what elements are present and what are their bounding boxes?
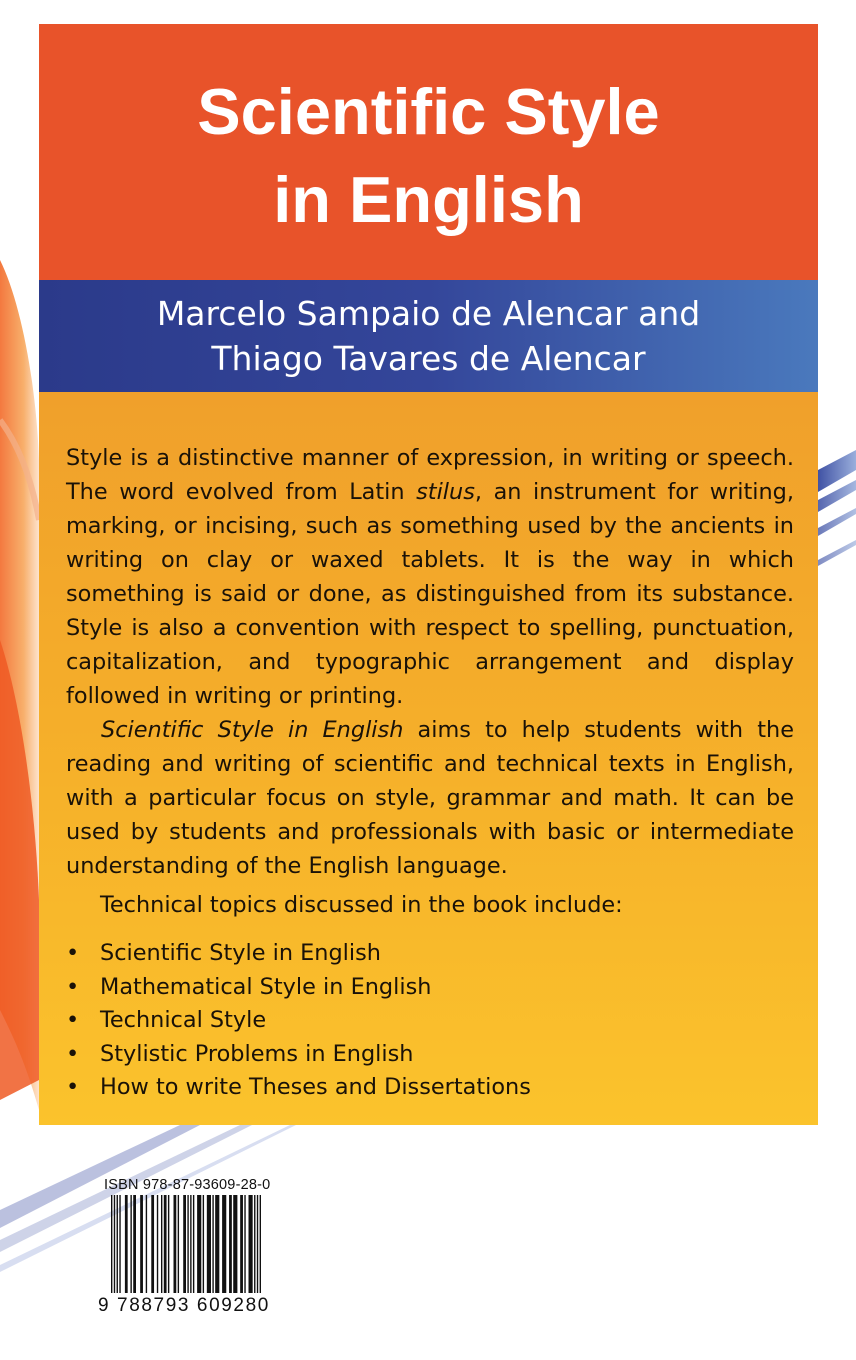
barcode-bar	[130, 1195, 131, 1293]
text-run: , an instrument for writing, marking, or incising, such as something used by the ancients in writing on clay or waxed tablets. It is the way in which something is said or done, as distinguished from its substance. Style is also a convention with respect to spelling, punctuation, capitalization, and typographic arrangement and display followed in writing or printing.	[66, 479, 794, 709]
barcode-bar	[249, 1195, 253, 1293]
topic-item	[66, 1038, 531, 1072]
topic-item	[66, 971, 531, 1005]
barcode-digits: 9 788793 609280	[98, 1295, 270, 1316]
barcode-bar	[229, 1195, 232, 1293]
bullet-icon: •	[66, 940, 80, 966]
description-paragraph	[66, 441, 794, 713]
topic-item	[66, 1004, 531, 1038]
topic-label: Scientific Style in English	[100, 940, 381, 966]
barcode-bar	[215, 1195, 219, 1293]
barcode-bar	[212, 1195, 213, 1293]
topic-item	[66, 1071, 531, 1105]
barcode-bar	[257, 1195, 258, 1293]
barcode-bar	[125, 1195, 128, 1293]
topic-label: Mathematical Style in English	[100, 973, 432, 1000]
barcode-bar	[133, 1195, 136, 1293]
barcode-bar	[244, 1195, 245, 1293]
book-description	[66, 441, 794, 883]
isbn-label: ISBN 978-87-93609-28-0	[104, 1177, 271, 1193]
barcode-bar	[197, 1195, 201, 1293]
barcode-bar	[240, 1195, 243, 1293]
barcode-bar	[111, 1195, 112, 1293]
barcode-bar	[117, 1195, 118, 1293]
bullet-icon: •	[66, 973, 80, 1000]
author-line: Thiago Tavares de Alencar	[211, 339, 646, 378]
barcode-bar	[207, 1195, 211, 1293]
topic-item	[66, 937, 531, 971]
bullet-icon: •	[66, 1074, 80, 1100]
description-area	[39, 392, 818, 1125]
barcode-bar	[114, 1195, 115, 1293]
topic-label: Stylistic Problems in English	[100, 1040, 414, 1067]
author-banner	[39, 280, 818, 392]
topics-list	[66, 937, 531, 1105]
barcode-bar	[174, 1195, 177, 1293]
barcode-bar	[151, 1195, 154, 1293]
title-banner	[39, 24, 818, 280]
barcode-bar	[260, 1195, 261, 1293]
barcode-bar	[157, 1195, 158, 1293]
bullet-icon: •	[66, 1040, 80, 1067]
title-line: in English	[273, 163, 584, 236]
text-run: Style is a distinctive manner of expression, in writing or speech. The word evolved from Latin	[66, 445, 794, 505]
barcode-bar	[190, 1195, 191, 1293]
cover-panel	[39, 24, 818, 1125]
book-authors	[39, 291, 818, 381]
description-paragraph	[66, 713, 794, 883]
barcode-image	[110, 1195, 262, 1299]
barcode-bar	[187, 1195, 188, 1293]
bullet-icon: •	[66, 1007, 80, 1033]
text-run: aims to help students with the reading and writing of scientific and technical texts in English, with a particular focus on style, grammar and math. It can be used by students and professionals with basic or intermediate understanding of the English language.	[66, 717, 794, 879]
barcode-bar	[222, 1195, 226, 1293]
barcode-bar	[203, 1195, 204, 1293]
topics-intro: Technical topics discussed in the book include:	[100, 892, 623, 918]
barcode-bar	[146, 1195, 147, 1293]
barcode-bar	[193, 1195, 194, 1293]
barcode-bar	[161, 1195, 162, 1293]
italic-book-title: Scientific Style in English	[101, 717, 404, 743]
barcode-bar	[183, 1195, 186, 1293]
title-line: Scientific Style	[197, 75, 660, 148]
barcode-bar	[164, 1195, 167, 1293]
barcode-bar	[168, 1195, 169, 1293]
barcode-bar	[233, 1195, 237, 1293]
barcode-bar	[178, 1195, 179, 1293]
barcode-bar	[140, 1195, 143, 1293]
italic-term: stilus	[416, 479, 475, 505]
barcode-bar	[119, 1195, 120, 1293]
topic-label: How to write Theses and Dissertations	[100, 1074, 531, 1100]
book-title	[39, 68, 818, 244]
author-line: Marcelo Sampaio de Alencar and	[156, 294, 701, 333]
barcode-bar	[254, 1195, 255, 1293]
topic-label: Technical Style	[100, 1007, 267, 1033]
